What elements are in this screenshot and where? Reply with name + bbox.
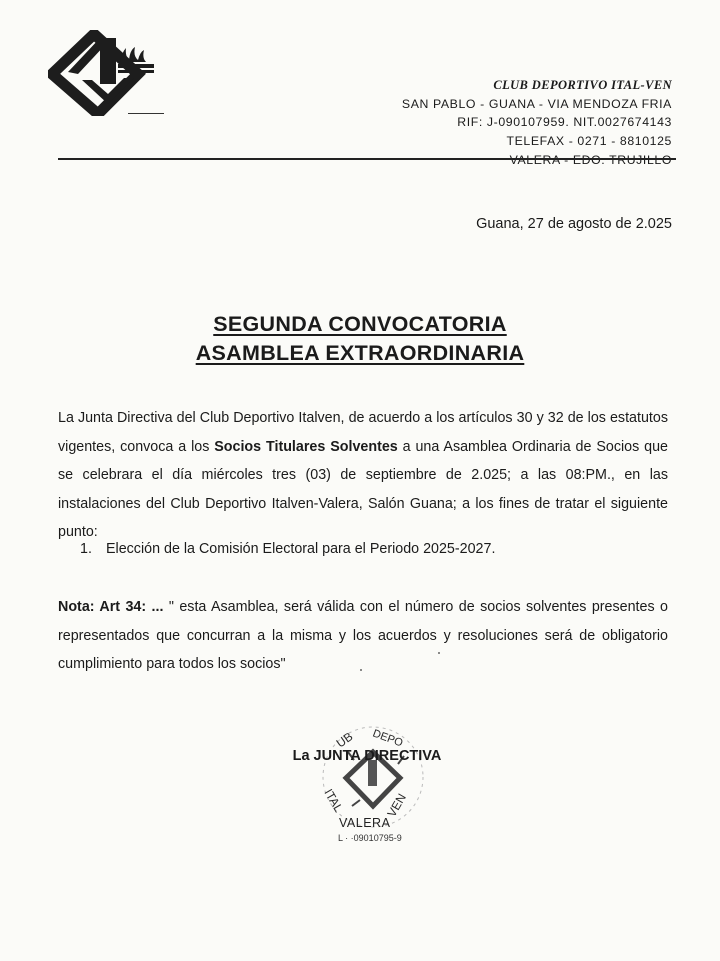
document-title [0, 310, 720, 368]
header-divider [58, 158, 676, 160]
svg-text:ITAL: ITAL [321, 786, 346, 815]
club-address: SAN PABLO - GUANA - VIA MENDOZA FRIA [401, 96, 672, 111]
signature-block [0, 722, 720, 852]
paragraph-emphasis: Socios Titulares Solventes [214, 438, 398, 455]
letterhead [402, 76, 672, 170]
club-city [402, 151, 672, 170]
svg-text:VEN: VEN [384, 791, 409, 820]
club-name: CLUB DEPORTIVO ITAL-VEN [493, 78, 672, 92]
scan-speck [360, 669, 362, 671]
stamp-rif: L · ·09010795-9 [338, 833, 402, 843]
club-rif: RIF: J-090107959. NIT.0027674143 [457, 115, 672, 130]
convocation-paragraph [58, 404, 668, 547]
signature-label: La JUNTA DIRECTIVA [292, 748, 442, 764]
club-logo [48, 30, 160, 116]
club-telefax: TELEFAX - 0271 - 8810125 [506, 134, 672, 149]
title-line-1: SEGUNDA CONVOCATORIA [213, 312, 507, 336]
scan-speck [438, 652, 440, 654]
agenda-item-number: 1. [80, 541, 92, 557]
logo-underline [128, 113, 164, 114]
note-label: Nota: Art 34: ... [58, 599, 164, 615]
paragraph-text-b: a una Asamblea Ordinaria de Socios que se celebrara el día miércoles tres (03) de septiembre de 2.025; a las 08:PM., en las instalaciones del Club Deportivo Italven-Valera, Salón Guana; a los fines de tratar el siguiente punto: [58, 438, 668, 541]
svg-text:DEPO: DEPO [370, 727, 405, 750]
stamp-city: VALERA [339, 816, 391, 830]
document-date: Guana, 27 de agosto de 2.025 [476, 216, 672, 232]
agenda-item-text: Elección de la Comisión Electoral para el Periodo 2025-2027. [106, 541, 496, 557]
note-paragraph [58, 593, 668, 679]
svg-text:UB: UB [333, 729, 356, 751]
agenda-item [80, 541, 495, 557]
paragraph-text-a: La Junta Directiva del Club Deportivo Italven, de acuerdo a los artículos 30 y 32 de los estatutos vigentes, convoca a los [58, 410, 668, 455]
note-text: " esta Asamblea, será válida con el número de socios solventes presentes o representados que concurran a la misma y los acuerdos y resoluciones será de obligatorio cumplimiento para todos los socios" [58, 599, 668, 673]
title-line-2: ASAMBLEA EXTRAORDINARIA [195, 341, 525, 365]
